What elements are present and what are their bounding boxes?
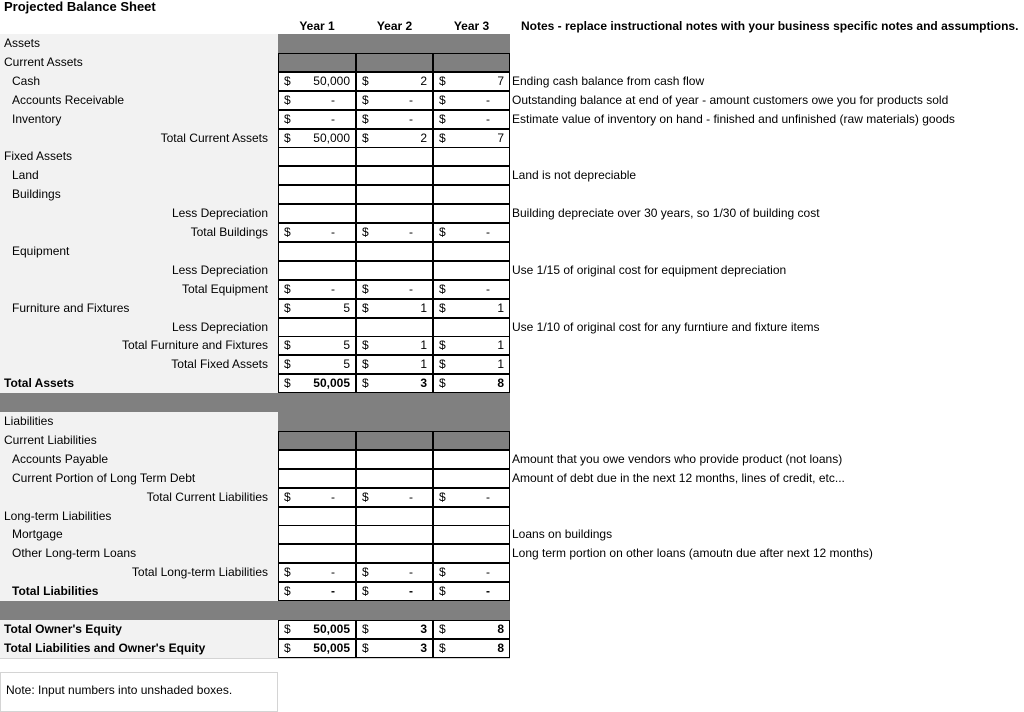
currency-symbol: $ (439, 565, 446, 580)
row-label: Less Depreciation (171, 319, 268, 334)
value-cell-year3[interactable] (433, 507, 510, 526)
cell-value: - (409, 489, 413, 504)
row-label: Less Depreciation (171, 206, 268, 221)
row-bg (0, 601, 278, 620)
cell-value: 1 (497, 338, 504, 353)
value-cell-year2 (356, 318, 433, 337)
cell-value: - (331, 225, 335, 239)
cell-value: - (409, 281, 413, 296)
header-year3: Year 3 (453, 19, 490, 33)
year-band (278, 412, 510, 431)
value-cell-year2[interactable] (356, 469, 433, 488)
row-label: Less Depreciation (171, 262, 268, 277)
cell-value: - (409, 584, 413, 599)
value-cell-year2[interactable] (356, 147, 433, 166)
currency-symbol: $ (362, 621, 369, 636)
value-cell-year3[interactable] (433, 185, 510, 204)
note-text: Use 1/10 of original cost for any furntiure and fixture items (512, 319, 820, 334)
cell-value: - (486, 565, 490, 580)
currency-symbol: $ (284, 565, 291, 580)
value-cell-year1 (278, 261, 356, 280)
cell-value: 50,000 (313, 130, 350, 145)
currency-symbol: $ (362, 357, 369, 372)
cell-value: - (331, 489, 335, 504)
currency-symbol: $ (362, 300, 369, 315)
row-label: Assets (4, 36, 41, 50)
cell-value: 50,005 (313, 376, 350, 391)
value-cell-year1 (278, 318, 356, 337)
currency-symbol: $ (284, 73, 291, 88)
cell-value: - (486, 281, 490, 296)
note-text: Building depreciate over 30 years, so 1/30 of building cost (512, 206, 820, 221)
value-cell-year1[interactable] (278, 147, 356, 166)
row-label: Total Furniture and Fixtures (121, 338, 268, 353)
row-label: Mortgage (12, 527, 63, 542)
cell-value: 50,005 (313, 640, 350, 655)
row-label: Total Buildings (190, 225, 268, 239)
note-text: Amount that you owe vendors who provide product (not loans) (512, 451, 843, 466)
currency-symbol: $ (284, 338, 291, 353)
value-cell-year2 (356, 261, 433, 280)
currency-symbol: $ (362, 376, 369, 391)
value-cell-year3 (433, 261, 510, 280)
row-label: Furniture and Fixtures (12, 300, 130, 315)
note-text: Amount of debt due in the next 12 months, lines of credit, etc... (512, 470, 845, 485)
row-bg (0, 393, 278, 412)
cell-value: - (331, 92, 335, 107)
currency-symbol: $ (284, 111, 291, 126)
cell-value: - (331, 111, 335, 126)
currency-symbol: $ (284, 376, 291, 391)
row-label: Land (12, 168, 39, 183)
row-label: Liabilities (4, 414, 54, 428)
currency-symbol: $ (439, 225, 446, 239)
currency-symbol: $ (284, 130, 291, 145)
note-text: Long term portion on other loans (amoutn due after next 12 months) (512, 546, 873, 561)
currency-symbol: $ (439, 73, 446, 88)
cell-value: 5 (343, 338, 350, 353)
cell-value: - (331, 281, 335, 296)
year-band (278, 601, 510, 620)
row-label: Total Assets (4, 376, 75, 391)
cell-value: 2 (420, 73, 427, 88)
note-text: Estimate value of inventory on hand - finished and unfinished (raw materials) goods (512, 111, 955, 126)
note-text: Ending cash balance from cash flow (512, 73, 705, 88)
currency-symbol: $ (439, 357, 446, 372)
currency-symbol: $ (439, 281, 446, 296)
cell-value: - (409, 225, 413, 239)
value-cell-year2 (356, 431, 433, 450)
row-label: Fixed Assets (4, 149, 73, 164)
note-text: Land is not depreciable (512, 168, 637, 183)
row-label: Total Equipment (181, 281, 268, 296)
value-cell-year3 (433, 53, 510, 72)
cell-value: 1 (420, 300, 427, 315)
row-label: Current Liabilities (4, 432, 97, 447)
cell-value: 1 (420, 338, 427, 353)
sheet-title: Projected Balance Sheet (4, 0, 156, 14)
value-cell-year3[interactable] (433, 166, 510, 185)
cell-value: 1 (497, 300, 504, 315)
row-label: Current Assets (4, 54, 83, 69)
currency-symbol: $ (284, 92, 291, 107)
cell-value: 2 (420, 130, 427, 145)
value-cell-year2[interactable] (356, 525, 433, 544)
value-cell-year1 (278, 204, 356, 223)
row-label: Inventory (12, 111, 62, 126)
row-label: Long-term Liabilities (4, 508, 112, 523)
row-label: Buildings (12, 187, 61, 202)
row-label: Total Owner's Equity (4, 621, 122, 636)
currency-symbol: $ (439, 376, 446, 391)
header-year2: Year 2 (376, 19, 413, 33)
value-cell-year1 (278, 431, 356, 450)
currency-symbol: $ (284, 357, 291, 372)
cell-value: - (486, 584, 490, 599)
cell-value: - (486, 111, 490, 126)
currency-symbol: $ (439, 584, 446, 599)
currency-symbol: $ (284, 640, 291, 655)
footer-note: Note: Input numbers into unshaded boxes. (6, 683, 233, 697)
currency-symbol: $ (284, 584, 291, 599)
cell-value: 3 (420, 621, 427, 636)
value-cell-year2 (356, 53, 433, 72)
cell-value: 3 (420, 640, 427, 655)
cell-value: - (486, 489, 490, 504)
value-cell-year3 (433, 318, 510, 337)
value-cell-year2[interactable] (356, 242, 433, 261)
currency-symbol: $ (439, 130, 446, 145)
value-cell-year1[interactable] (278, 166, 356, 185)
cell-value: 7 (497, 73, 504, 88)
currency-symbol: $ (439, 489, 446, 504)
note-text: Outstanding balance at end of year - amount customers owe you for products sold (512, 92, 949, 107)
value-cell-year2[interactable] (356, 544, 433, 563)
cell-value: 8 (497, 621, 504, 636)
value-cell-year3[interactable] (433, 147, 510, 166)
currency-symbol: $ (439, 92, 446, 107)
row-label: Equipment (12, 243, 70, 258)
row-label: Total Fixed Assets (171, 357, 268, 372)
cell-value: - (409, 92, 413, 107)
cell-value: 50,000 (313, 73, 350, 88)
currency-symbol: $ (362, 338, 369, 353)
currency-symbol: $ (284, 489, 291, 504)
value-cell-year1[interactable] (278, 242, 356, 261)
value-cell-year1[interactable] (278, 525, 356, 544)
row-label: Current Portion of Long Term Debt (12, 470, 196, 485)
value-cell-year2 (356, 204, 433, 223)
cell-value: - (486, 92, 490, 107)
currency-symbol: $ (362, 111, 369, 126)
row-label: Total Current Liabilities (146, 489, 268, 504)
currency-symbol: $ (362, 640, 369, 655)
value-cell-year1[interactable] (278, 185, 356, 204)
value-cell-year2[interactable] (356, 450, 433, 469)
value-cell-year3 (433, 431, 510, 450)
row-label: Total Liabilities and Owner's Equity (4, 640, 206, 655)
year-band (278, 393, 510, 412)
row-label: Total Current Assets (160, 130, 268, 145)
value-cell-year3[interactable] (433, 242, 510, 261)
row-label: Accounts Receivable (12, 92, 125, 107)
currency-symbol: $ (439, 640, 446, 655)
year-band (278, 34, 510, 53)
currency-symbol: $ (362, 225, 369, 239)
cell-value: - (331, 584, 335, 599)
currency-symbol: $ (362, 73, 369, 88)
row-label: Other Long-term Loans (12, 546, 137, 561)
currency-symbol: $ (362, 584, 369, 599)
value-cell-year3[interactable] (433, 544, 510, 563)
cell-value: 8 (497, 640, 504, 655)
row-label: Total Long-term Liabilities (131, 565, 268, 580)
currency-symbol: $ (284, 300, 291, 315)
currency-symbol: $ (284, 621, 291, 636)
cell-value: 3 (420, 376, 427, 391)
value-cell-year3[interactable] (433, 469, 510, 488)
currency-symbol: $ (439, 111, 446, 126)
currency-symbol: $ (284, 281, 291, 296)
row-label: Cash (12, 73, 41, 88)
cell-value: 5 (343, 300, 350, 315)
currency-symbol: $ (362, 489, 369, 504)
notes-header: Notes - replace instructional notes with your business specific notes and assumptions. (521, 19, 1019, 33)
value-cell-year2[interactable] (356, 166, 433, 185)
cell-value: - (409, 565, 413, 580)
note-text: Use 1/15 of original cost for equipment depreciation (512, 262, 787, 277)
gridline (0, 658, 510, 659)
currency-symbol: $ (362, 281, 369, 296)
currency-symbol: $ (439, 621, 446, 636)
cell-value: 1 (420, 357, 427, 372)
currency-symbol: $ (284, 225, 291, 239)
currency-symbol: $ (362, 92, 369, 107)
note-text: Loans on buildings (512, 527, 613, 542)
cell-value: 50,005 (313, 621, 350, 636)
currency-symbol: $ (362, 565, 369, 580)
row-label: Accounts Payable (12, 451, 109, 466)
currency-symbol: $ (439, 300, 446, 315)
cell-value: 5 (343, 357, 350, 372)
value-cell-year1 (278, 53, 356, 72)
currency-symbol: $ (439, 338, 446, 353)
header-year1: Year 1 (299, 19, 335, 33)
value-cell-year3 (433, 204, 510, 223)
cell-value: 8 (497, 376, 504, 391)
value-cell-year1[interactable] (278, 469, 356, 488)
cell-value: - (331, 565, 335, 580)
currency-symbol: $ (362, 130, 369, 145)
cell-value: - (486, 225, 490, 239)
value-cell-year2[interactable] (356, 185, 433, 204)
cell-value: - (409, 111, 413, 126)
value-cell-year2[interactable] (356, 507, 433, 526)
value-cell-year1[interactable] (278, 450, 356, 469)
value-cell-year1[interactable] (278, 544, 356, 563)
row-label: Total Liabilities (12, 584, 99, 599)
value-cell-year3[interactable] (433, 450, 510, 469)
cell-value: 1 (497, 357, 504, 372)
cell-value: 7 (497, 130, 504, 145)
value-cell-year3[interactable] (433, 525, 510, 544)
value-cell-year1[interactable] (278, 507, 356, 526)
